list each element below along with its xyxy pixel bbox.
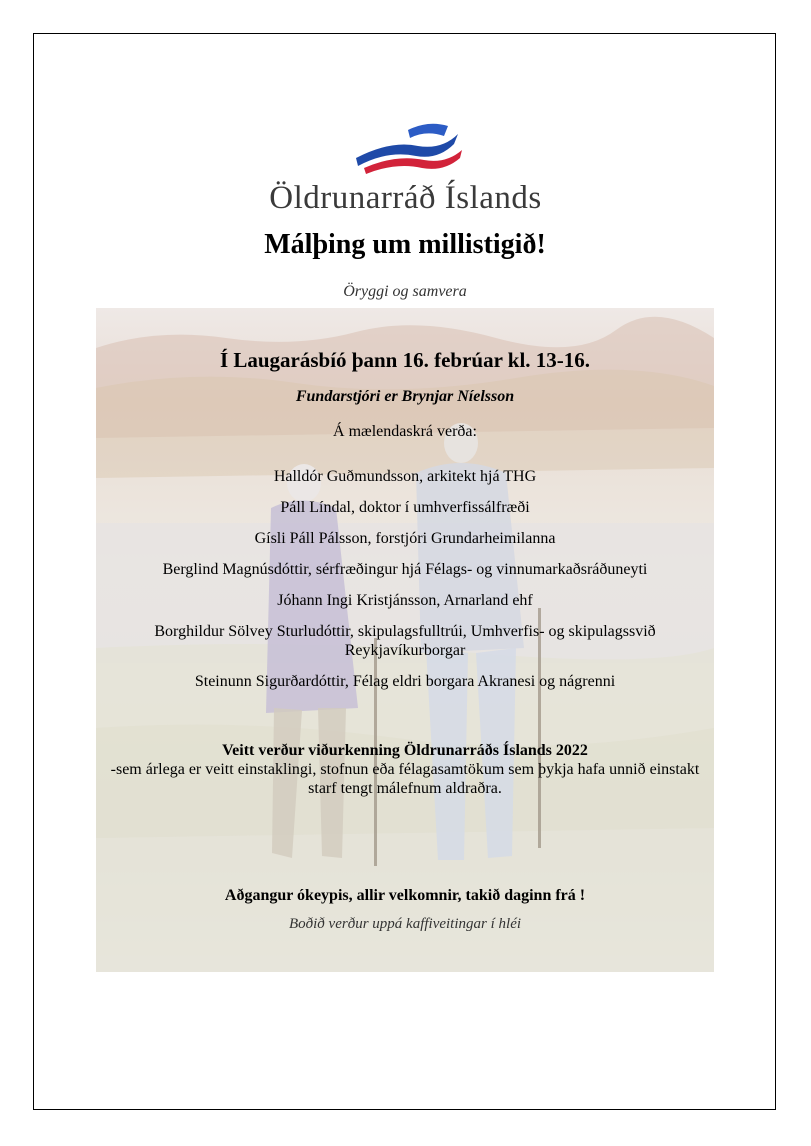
award-section [96, 741, 714, 798]
speaker-item: Steinunn Sigurðardóttir, Félag eldri borgara Akranesi og nágrenni [194, 673, 616, 690]
speaker-item: Berglind Magnúsdóttir, sérfræðingur hjá Félags- og vinnumarkaðsráðuneyti [162, 561, 648, 578]
speaker-item: Páll Líndal, doktor í umhverfissálfræði [280, 499, 530, 516]
speaker-item: Borghildur Sölvey Sturludóttir, skipulagsfulltrúi, Umhverfis- og skipulagssvið Reykjavíkurborgar [154, 623, 656, 659]
speaker-item: Jóhann Ingi Kristjánsson, Arnarland ehf [277, 592, 533, 609]
admission-note: Aðgangur ókeypis, allir velkomnir, takið daginn frá ! [224, 887, 586, 904]
award-heading: Veitt verður viðurkenning Öldrunarráðs Íslands 2022 [222, 742, 588, 759]
organization-logo [0, 120, 811, 217]
subtitle: Öryggi og samvera [343, 283, 467, 300]
organization-name: Öldrunarráð Íslands [269, 180, 542, 216]
meeting-chair: Fundarstjóri er Brynjar Níelsson [295, 388, 515, 405]
venue-date: Í Laugarásbíó þann 16. febrúar kl. 13-16. [219, 348, 591, 372]
speaker-list [96, 467, 714, 703]
speaker-item: Gísli Páll Pálsson, forstjóri Grundarheimilanna [254, 530, 556, 547]
award-description: -sem árlega er veitt einstaklingi, stofnun eða félagasamtökum sem þykja hafa unnið einstakt starf tengt málefnum aldraðra. [110, 761, 700, 797]
refreshments-note: Boðið verður uppá kaffiveitingar í hléi [288, 916, 522, 932]
speaker-item: Halldór Guðmundsson, arkitekt hjá THG [273, 468, 537, 485]
page-title: Málþing um millistigið! [264, 229, 546, 260]
speakers-heading: Á mælendaskrá verða: [333, 423, 477, 440]
ribbon-logo-icon [346, 120, 466, 178]
